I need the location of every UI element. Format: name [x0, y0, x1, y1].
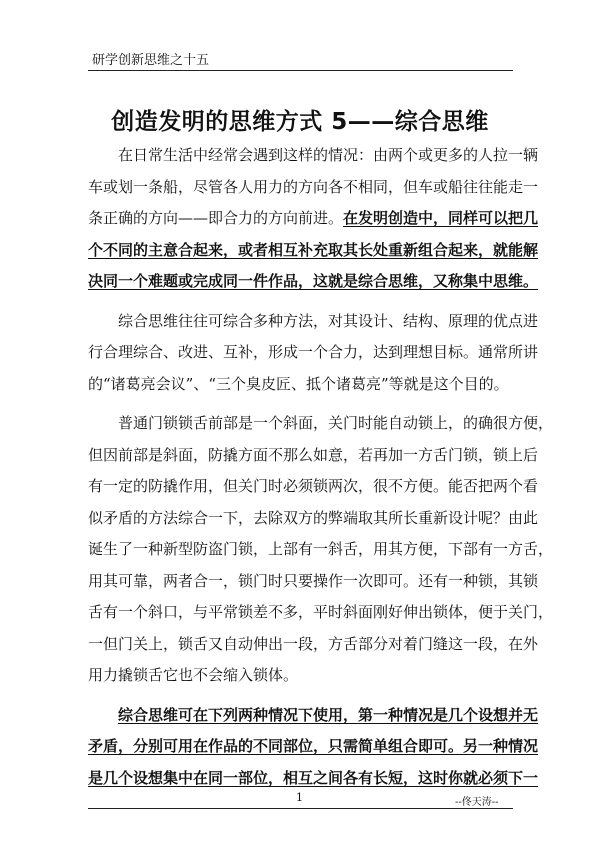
text-line: 舌有一个斜口，与平常锁差不多，平时斜面刚好伸出锁体，便于关门， — [88, 603, 554, 621]
emphasis-line: 是几个设想集中在同一部位，相互之间各有长短，这时你就必须下一 — [88, 768, 539, 787]
document-body — [88, 140, 554, 794]
text-line: 但因前部是斜面，防撬方面不那么如意，若再加一方舌门锁，锁上后 — [88, 445, 539, 464]
text-line — [88, 203, 539, 235]
emphasis-line: 个不同的主意合起来，或者相互补充取其长处重新组合起来，就能解 — [88, 240, 539, 259]
text-line: 综合思维往往可综合多种方法，对其设计、结构、原理的优点进 — [118, 311, 539, 330]
emphasis-line: 综合思维可在下列两种情况下使用，第一种情况是几个设想并无 — [118, 705, 539, 724]
header-divider — [88, 70, 513, 71]
header-label: 研学创新思维之十五 — [92, 53, 210, 68]
text-line: 行合理综合、改进、互补，形成一个合力，达到理想目标。通常所讲 — [88, 343, 539, 361]
text-line: 有一定的防撬作用，但关门时必须锁两次，很不方便。能否把两个看 — [88, 477, 539, 495]
footer-divider — [88, 808, 513, 809]
text-line: 一但门关上，锁舌又自动伸出一段，方舌部分对着门缝这一段，在外 — [88, 634, 539, 653]
page-number: 1 — [296, 791, 303, 804]
text-line: 普通门锁锁舌前部是一个斜面，关门时能自动锁上，的确很方便， — [118, 414, 554, 432]
text-line: 车或划一条船，尽管各人用力的方向各不相同，但车或船往往能走一 — [88, 177, 539, 196]
emphasis-text: 在发明创造中，同样可以把几 — [343, 209, 539, 227]
text-line: 用力撬锁舌它也不会缩入锁体。 — [88, 666, 299, 684]
text-line: 用其可靠，两者合一，锁门时只要操作一次即可。还有一种锁，其锁 — [88, 571, 539, 590]
paragraph-2 — [88, 306, 539, 401]
page-title: 创造发明的思维方式 5——综合思维 — [111, 109, 489, 135]
text-line: 似矛盾的方法综合一下，去除双方的弊端取其所长重新设计呢？由此 — [88, 508, 539, 527]
paragraph-3 — [88, 408, 554, 692]
emphasis-line: 决同一个难题或完成同一件作品，这就是综合思维，又称集中思维。 — [88, 272, 539, 290]
footer-author: --佟天涛-- — [455, 797, 499, 808]
emphasis-line: 矛盾，分别可用在作品的不同部位，只需简单组合即可。另一种情况 — [88, 737, 539, 755]
paragraph-4 — [88, 700, 539, 795]
text-span: 条正确的方向——即合力的方向前进。 — [88, 209, 344, 227]
text-line: 诞生了一种新型防盗门锁，上部有一斜舌，用其方便，下部有一方舌， — [88, 540, 554, 558]
text-line: 的“诸葛亮会议”、“三个臭皮匠、抵个诸葛亮”等就是这个目的。 — [88, 374, 509, 393]
text-line: 在日常生活中经常会遇到这样的情况：由两个或更多的人拉一辆 — [118, 146, 539, 164]
paragraph-1 — [88, 140, 539, 298]
